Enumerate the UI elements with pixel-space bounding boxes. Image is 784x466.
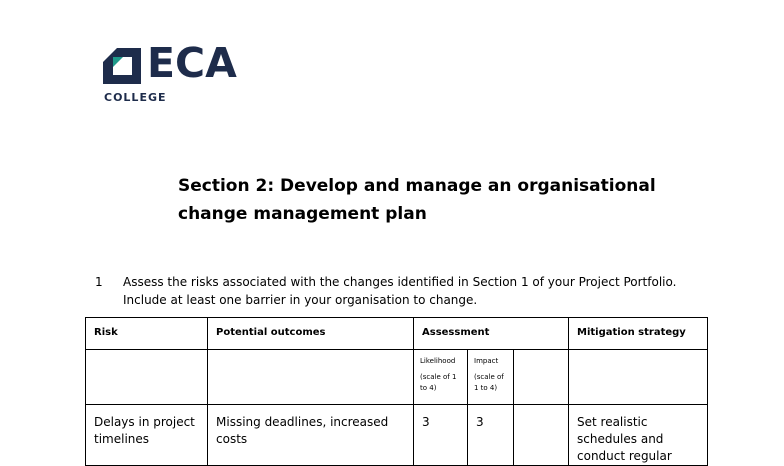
logo-brand-text: ECA <box>147 39 237 87</box>
cell-likelihood <box>414 405 468 466</box>
subheader-impact: Impact <box>474 357 499 365</box>
header-assessment: Assessment <box>422 327 490 338</box>
cell-risk <box>86 405 208 466</box>
question-text: Assess the risks associated with the changes identified in Section 1 of your Project Portfolio. Include at least one barrier in your organisation to change. <box>123 275 677 307</box>
cell-outcomes <box>208 405 414 466</box>
question-number: 1 <box>95 275 103 289</box>
subheader-empty-cell <box>569 350 708 405</box>
header-risk: Risk <box>94 327 118 338</box>
subheader-likelihood: Likelihood <box>420 357 456 365</box>
header-mitigation-cell <box>569 318 708 350</box>
cell-mitigation <box>569 405 708 466</box>
risk-assessment-table <box>85 317 708 466</box>
subheader-impact-cell <box>468 350 514 405</box>
header-assessment-cell <box>414 318 569 350</box>
table-header-row <box>86 318 708 350</box>
likelihood-value: 3 <box>422 415 430 429</box>
mitigation-text: Set realistic schedules and conduct regular <box>577 415 672 463</box>
subheader-empty-cell <box>208 350 414 405</box>
subheader-empty-cell <box>86 350 208 405</box>
header-risk-cell <box>86 318 208 350</box>
cell-empty <box>514 405 569 466</box>
subheader-empty-cell <box>514 350 569 405</box>
header-potential-outcomes: Potential outcomes <box>216 327 326 338</box>
likelihood-scale: (scale of 1 to 4) <box>420 373 457 392</box>
impact-value: 3 <box>476 415 484 429</box>
subheader-likelihood-cell <box>414 350 468 405</box>
table-row <box>86 405 708 466</box>
eca-college-logo <box>103 39 273 106</box>
table-subheader-row <box>86 350 708 405</box>
logo-sub-text: COLLEGE <box>104 91 167 104</box>
outcomes-text: Missing deadlines, increased costs <box>216 415 389 446</box>
eca-logo-mark-icon <box>103 48 141 84</box>
header-mitigation-strategy: Mitigation strategy <box>577 327 686 338</box>
cell-impact <box>468 405 514 466</box>
header-outcomes-cell <box>208 318 414 350</box>
section-title: Section 2: Develop and manage an organisational change management plan <box>178 176 656 224</box>
impact-scale: (scale of 1 to 4) <box>474 373 504 392</box>
risk-text: Delays in project timelines <box>94 415 195 446</box>
